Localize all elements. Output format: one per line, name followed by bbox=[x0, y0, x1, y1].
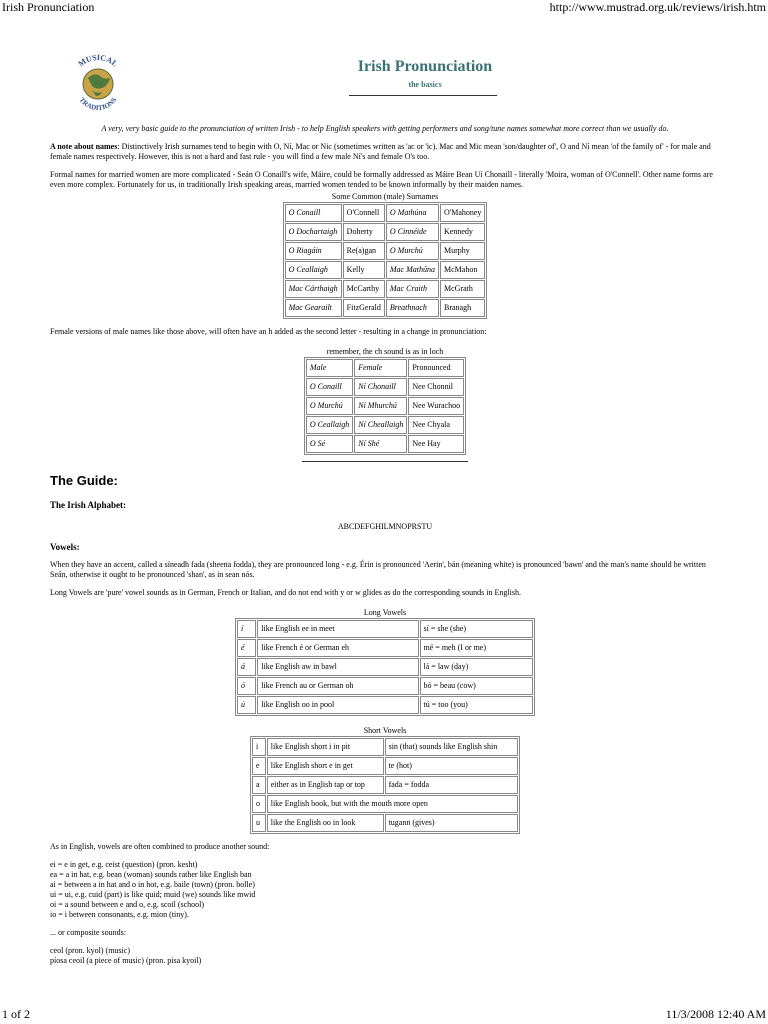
english-name-cell: O'Mahoney bbox=[440, 204, 485, 222]
table-row bbox=[306, 416, 464, 434]
table-row bbox=[285, 204, 486, 222]
sound-cell: like French au or German oh bbox=[257, 677, 418, 695]
browser-url: http://www.mustrad.org.uk/reviews/irish.htm bbox=[549, 0, 766, 14]
svg-text:MUSICAL: MUSICAL bbox=[76, 52, 120, 69]
vowel-cell: e bbox=[252, 757, 266, 775]
article-content bbox=[50, 124, 720, 966]
sound-cell: like English short e in get bbox=[267, 757, 384, 775]
surnames-table bbox=[283, 202, 488, 319]
english-name-cell: Doherty bbox=[343, 223, 385, 241]
irish-name-cell: Mac Cárthaigh bbox=[285, 280, 342, 298]
irish-name-cell: Mac Craith bbox=[386, 280, 439, 298]
vowel-cell: i bbox=[252, 738, 266, 756]
example-cell: bó = beau (cow) bbox=[420, 677, 533, 695]
male-name-cell: O Murchú bbox=[306, 397, 353, 415]
table-row bbox=[306, 435, 464, 453]
table-row bbox=[306, 378, 464, 396]
english-name-cell: Kelly bbox=[343, 261, 385, 279]
vowel-cell: ú bbox=[237, 696, 256, 714]
short-vowels-caption: Short Vowels bbox=[363, 726, 407, 735]
table-row bbox=[252, 757, 518, 775]
table-row bbox=[237, 620, 533, 638]
table-row bbox=[252, 776, 518, 794]
irish-name-cell: O Riagáin bbox=[285, 242, 342, 260]
vowel-cell: u bbox=[252, 814, 266, 832]
alphabet-heading: The Irish Alphabet: bbox=[50, 500, 127, 510]
table-row bbox=[285, 261, 486, 279]
sound-cell: like English ee in meet bbox=[257, 620, 418, 638]
table-row bbox=[237, 658, 533, 676]
vowel-cell: á bbox=[237, 658, 256, 676]
section-divider bbox=[302, 461, 468, 462]
guide-heading: The Guide: bbox=[50, 473, 118, 488]
female-name-cell: Ní Shé bbox=[354, 435, 407, 453]
list-item: ei = e in get, e.g. ceist (question) (pron. kesht) bbox=[50, 860, 198, 869]
browser-page-title: Irish Pronunciation bbox=[2, 0, 95, 14]
intro-text: A very, very basic guide to the pronunciation of written Irish - to help English speakers with getting performers and song/tune names somewhat more correct than we usually do. bbox=[101, 124, 669, 133]
long-vowels-text: Long Vowels are 'pure' vowel sounds as in German, French or Italian, and do not end with y or w glides as do the corresponding sounds in English. bbox=[50, 588, 521, 597]
print-timestamp: 11/3/2008 12:40 AM bbox=[665, 1007, 766, 1021]
pronounced-cell: Nee Chonnil bbox=[408, 378, 464, 396]
list-item: io = i between consonants, e.g. mion (tiny). bbox=[50, 910, 189, 919]
names-note-text: : Distinctively Irish surnames tend to begin with O, Ní, Mac or Nic (sometimes written as 'ac or 'ic). Mac and Mic mean 'son/daughter of', O and Ní mean 'of the family of' - for male and female names respectively. However, this is not a hard and fast rule - you will find a few male Ní's and female O's too. bbox=[50, 142, 711, 161]
svg-text:TRADITIONS: TRADITIONS bbox=[77, 95, 119, 113]
example-cell: tugann (gives) bbox=[385, 814, 518, 832]
english-name-cell: McCarthy bbox=[343, 280, 385, 298]
page-indicator: 1 of 2 bbox=[2, 1007, 30, 1021]
irish-name-cell: O Cinnéide bbox=[386, 223, 439, 241]
page-title: Irish Pronunciation bbox=[357, 58, 493, 75]
table-header-row bbox=[306, 359, 464, 377]
column-header: Pronounced bbox=[408, 359, 464, 377]
table-row bbox=[237, 639, 533, 657]
example-cell: fada = fodda bbox=[385, 776, 518, 794]
combined-vowels-intro: As in English, vowels are often combined to produce another sound: bbox=[50, 842, 270, 851]
english-name-cell: Murphy bbox=[440, 242, 485, 260]
english-name-cell: Branagh bbox=[440, 299, 485, 317]
irish-alphabet: ABCDEFGHILMNOPRSTU bbox=[337, 522, 433, 531]
column-header: Male bbox=[306, 359, 353, 377]
table-row bbox=[285, 299, 486, 317]
english-name-cell: Re(a)gan bbox=[343, 242, 385, 260]
list-item: ea = a in hat, e.g. bean (woman) sounds rather like English ban bbox=[50, 870, 252, 879]
vowel-cell: a bbox=[252, 776, 266, 794]
female-names-note: Female versions of male names like those above, will often have an h added as the second letter - resulting in a change in pronunciation: bbox=[50, 327, 487, 336]
composite-list bbox=[50, 946, 720, 966]
page-subtitle: the basics bbox=[408, 80, 442, 89]
long-vowels-table bbox=[235, 618, 535, 716]
table-row bbox=[306, 397, 464, 415]
irish-name-cell: O Ceallaigh bbox=[285, 261, 342, 279]
list-item: ai = between a in hat and o in hot, e.g. baile (town) (pron. bolle) bbox=[50, 880, 255, 889]
pronounced-cell: Nee Chyala bbox=[408, 416, 464, 434]
example-cell: te (hot) bbox=[385, 757, 518, 775]
example-cell: mé = meh (I or me) bbox=[420, 639, 533, 657]
sound-cell: like English oo in pool bbox=[257, 696, 418, 714]
names-note-heading: A note about names bbox=[50, 142, 118, 151]
table-row bbox=[252, 795, 518, 813]
sound-cell: like French é or German eh bbox=[257, 639, 418, 657]
male-name-cell: O Conaill bbox=[306, 378, 353, 396]
table-row bbox=[285, 242, 486, 260]
list-item: píosa ceoil (a piece of music) (pron. pisa kyoil) bbox=[50, 956, 202, 965]
long-vowels-caption: Long Vowels bbox=[363, 608, 407, 617]
pronounced-cell: Nee Hay bbox=[408, 435, 464, 453]
table-row bbox=[237, 696, 533, 714]
list-item: ui = ui, e.g. cuid (part) is like quid; muid (we) sounds like mwid bbox=[50, 890, 256, 899]
sound-cell: like English book, but with the mouth more open bbox=[267, 795, 518, 813]
short-vowels-table bbox=[250, 736, 520, 834]
table-row bbox=[252, 814, 518, 832]
example-cell: lá = law (day) bbox=[420, 658, 533, 676]
female-name-cell: Ní Mhurchú bbox=[354, 397, 407, 415]
vowel-cell: o bbox=[252, 795, 266, 813]
irish-name-cell: Breathnach bbox=[386, 299, 439, 317]
female-names-caption: remember, the ch sound is as in loch bbox=[326, 347, 444, 356]
female-name-cell: Ní Cheallaigh bbox=[354, 416, 407, 434]
vowels-text: When they have an accent, called a síneadh fada (sheena fodda), they are pronounced long - e.g. Érin is pronounced 'Aerin', bán (meaning white) is pronounced 'bawn' and the man's name should be written Seán, otherwise it ought to be pronounced 'shan', as in sean nós. bbox=[50, 560, 706, 579]
english-name-cell: Kennedy bbox=[440, 223, 485, 241]
english-name-cell: FitzGerald bbox=[343, 299, 385, 317]
irish-name-cell: O Dochartaigh bbox=[285, 223, 342, 241]
example-cell: sin (that) sounds like English shin bbox=[385, 738, 518, 756]
sound-cell: like English aw in bawl bbox=[257, 658, 418, 676]
example-cell: sí = she (she) bbox=[420, 620, 533, 638]
column-header: Female bbox=[354, 359, 407, 377]
vowel-cell: ó bbox=[237, 677, 256, 695]
surnames-caption: Some Common (male) Surnames bbox=[331, 192, 439, 201]
example-cell: tú = too (you) bbox=[420, 696, 533, 714]
english-name-cell: McGrath bbox=[440, 280, 485, 298]
table-row bbox=[285, 223, 486, 241]
sound-cell: like the English oo in look bbox=[267, 814, 384, 832]
names-note bbox=[50, 142, 720, 162]
male-name-cell: O Sé bbox=[306, 435, 353, 453]
composite-intro: ... or composite sounds: bbox=[50, 928, 126, 937]
vowel-cell: í bbox=[237, 620, 256, 638]
female-names-table bbox=[304, 357, 466, 455]
sound-cell: either as in English tap or top bbox=[267, 776, 384, 794]
title-divider bbox=[349, 95, 497, 96]
vowels-heading: Vowels: bbox=[50, 542, 80, 552]
english-name-cell: McMahon bbox=[440, 261, 485, 279]
married-names-text: Formal names for married women are more complicated - Seán O Conaill's wife, Máire, could be formally addressed as Máire Bean Uí Chonaill - literally 'Moira, woman of O'Connell'. Other name forms are even more complex. Fortunately for us, in traditionally Irish speaking areas, married women tended to be known informally by their maiden names. bbox=[50, 170, 713, 189]
sound-cell: like English short i in pit bbox=[267, 738, 384, 756]
pronounced-cell: Nee Wurachoo bbox=[408, 397, 464, 415]
table-row bbox=[252, 738, 518, 756]
table-row bbox=[237, 677, 533, 695]
combined-vowels-list bbox=[50, 860, 720, 920]
list-item: ceol (pron. kyol) (music) bbox=[50, 946, 130, 955]
irish-name-cell: Mac Mathúna bbox=[386, 261, 439, 279]
irish-name-cell: O Conaill bbox=[285, 204, 342, 222]
table-row bbox=[285, 280, 486, 298]
irish-name-cell: O Murchú bbox=[386, 242, 439, 260]
english-name-cell: O'Connell bbox=[343, 204, 385, 222]
list-item: oi = a sound between e and o, e.g. scoil (school) bbox=[50, 900, 205, 909]
irish-name-cell: O Mathúna bbox=[386, 204, 439, 222]
irish-name-cell: Mac Gearailt bbox=[285, 299, 342, 317]
female-name-cell: Ní Chonaill bbox=[354, 378, 407, 396]
musical-traditions-logo bbox=[62, 50, 134, 114]
male-name-cell: O Ceallaigh bbox=[306, 416, 353, 434]
vowel-cell: é bbox=[237, 639, 256, 657]
